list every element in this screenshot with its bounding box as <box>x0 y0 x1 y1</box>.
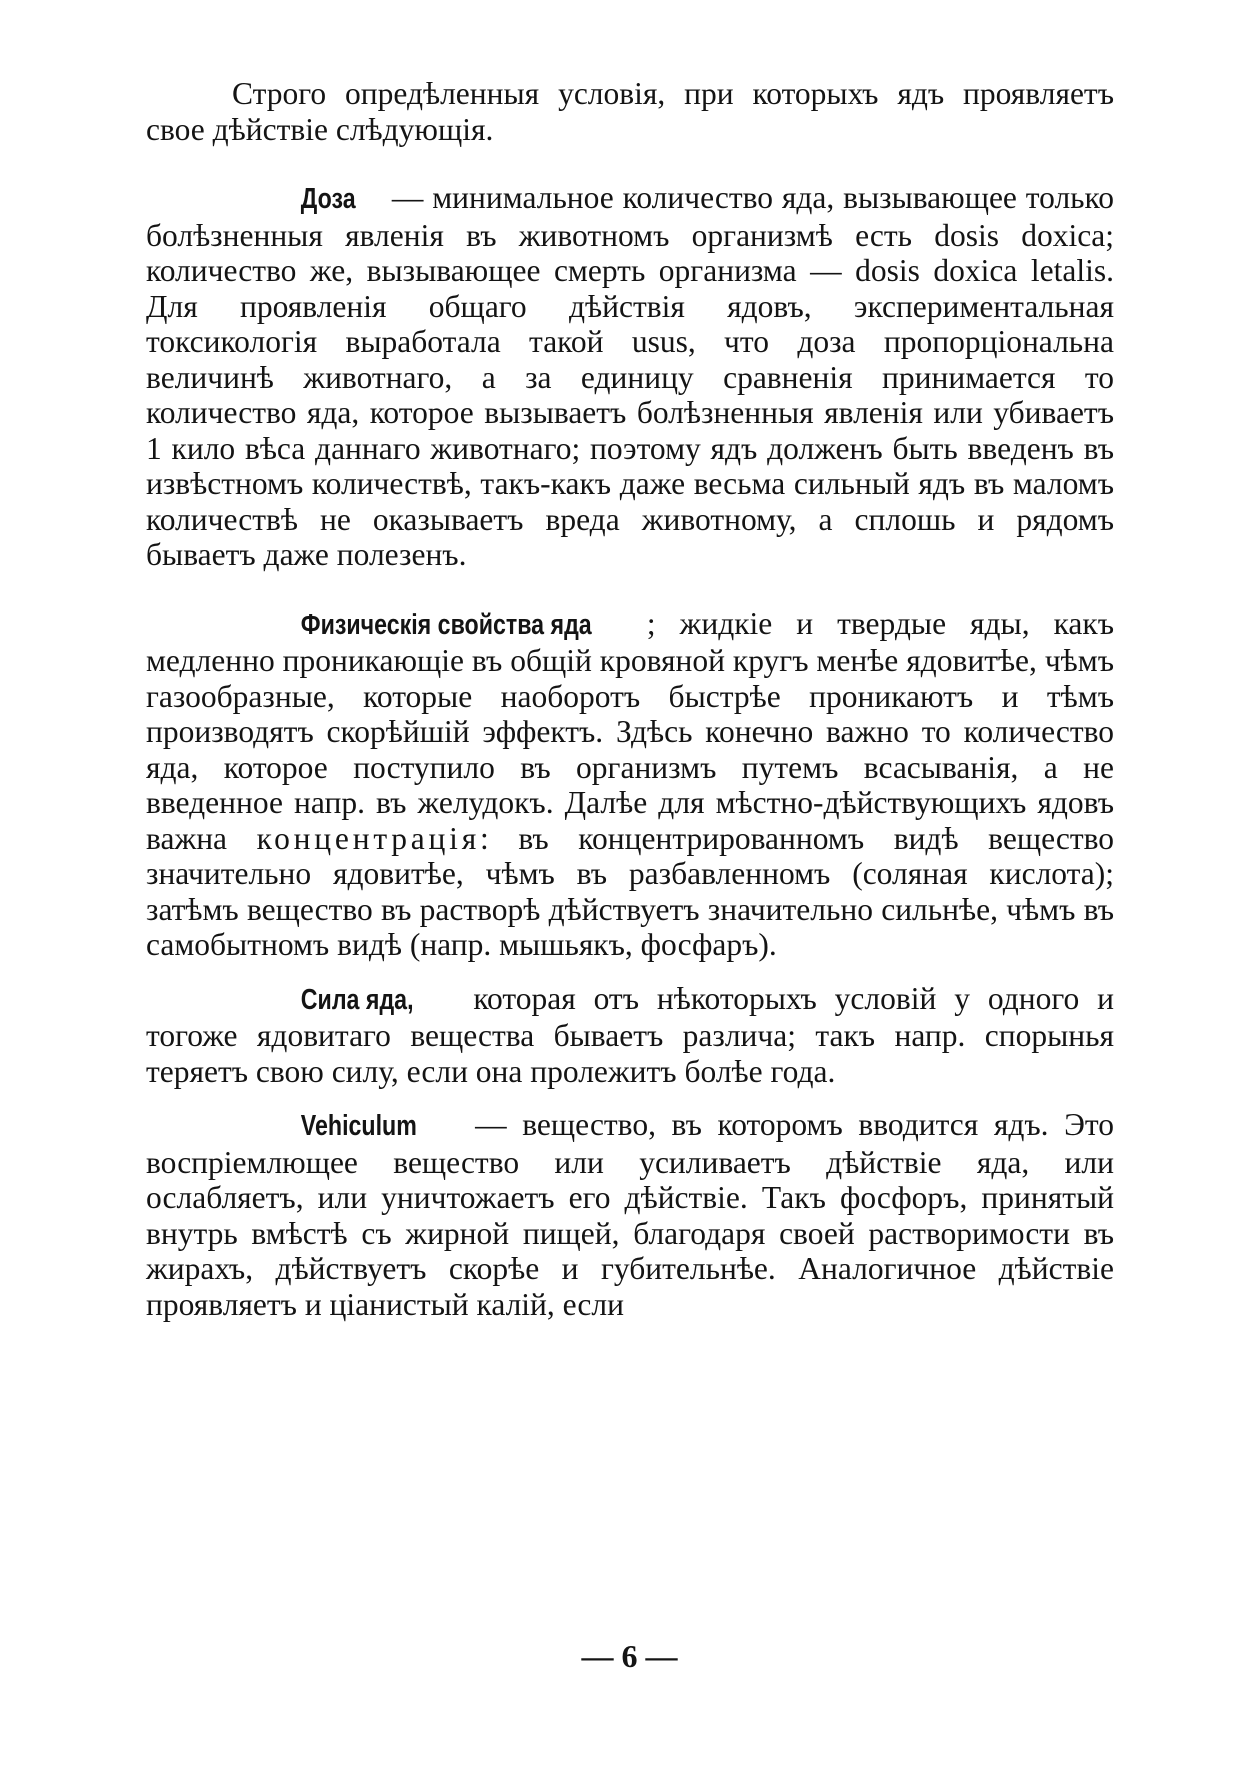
physical-properties-text-after: : въ концентрированномъ видѣ вещество значительно ядовитѣе, чѣмъ въ разбавленномъ (соляная кислота); затѣмъ вещество въ растворѣ дѣйствуетъ значительно сильнѣе, чѣмъ въ самобытномъ видѣ (напр. мышьякъ, фосфаръ). <box>146 820 1114 962</box>
term-vehiculum: Vehiculum <box>300 1110 417 1142</box>
dose-text: — минимальное количество яда, вызывающее только болѣзненныя явленія въ животномъ организмѣ есть dosis doxica; количество же, вызывающее смерть организма — dosis doxica letalis. Для проявленія общаго дѣйствія ядовъ, экспериментальная токсикологія выработала такой usus, что доза пропорціональна величинѣ животнаго, а за единицу сравненія принимается то количество яда, которое вызываетъ болѣзненныя явленія или убиваетъ 1 кило вѣса даннаго животнаго; поэтому ядъ долженъ быть введенъ въ извѣстномъ количествѣ, такъ-какъ даже весьма сильный ядъ въ маломъ количествѣ не оказываетъ вреда животному, а сплошь и рядомъ бываетъ даже полезенъ. <box>146 180 1114 572</box>
intro-text: Строго опредѣленныя условія, при которыхъ ядъ проявляетъ свое дѣйствіе слѣдующія. <box>146 76 1114 147</box>
body-text <box>146 76 1114 1322</box>
paragraph-physical-properties <box>146 606 1114 963</box>
paragraph-poison-strength <box>146 981 1114 1090</box>
term-poison-strength: Сила яда, <box>300 983 414 1016</box>
physical-properties-text-before: ; жидкіе и твердые яды, какъ медленно проникающіе въ общій кровяной кругъ менѣе ядовитѣе, чѣмъ газообразные, которые наоборотъ быстрѣе проникаютъ и тѣмъ производятъ скорѣйшій эффектъ. Здѣсь конечно важно то количество яда, которое поступило въ организмъ путемъ всасыванія, а не введенное напр. въ желудокъ. Далѣе для мѣстно-дѣйствующихъ ядовъ важна <box>146 605 1114 856</box>
paragraph-dose <box>146 180 1114 573</box>
term-dose: Доза <box>300 183 356 215</box>
term-physical-properties: Физическія свойства яда <box>300 608 592 641</box>
vehiculum-text: — вещество, въ которомъ вводится ядъ. Это воспріемлющее вещество или усиливаетъ дѣйствіе яда, или ослабляетъ, или уничтожаетъ его дѣйствіе. Такъ фосфоръ, принятый внутрь вмѣстѣ съ жирной пищей, благодаря своей растворимости въ жирахъ, дѣйствуетъ скорѣе и губительнѣе. Аналогичное дѣйствіе проявляетъ и ціанистый калій, если <box>146 1107 1114 1322</box>
paragraph-intro <box>146 76 1114 147</box>
page-number: — 6 — <box>581 1638 678 1674</box>
poison-strength-text: которая отъ нѣкоторыхъ условій у одного и тогоже ядовитаго вещества бываетъ различа; такъ напр. спорынья теряетъ свою силу, если она пролежитъ болѣе года. <box>146 980 1114 1089</box>
paragraph-vehiculum <box>146 1107 1114 1322</box>
concentration-spaced-word: концентрація <box>256 820 480 856</box>
